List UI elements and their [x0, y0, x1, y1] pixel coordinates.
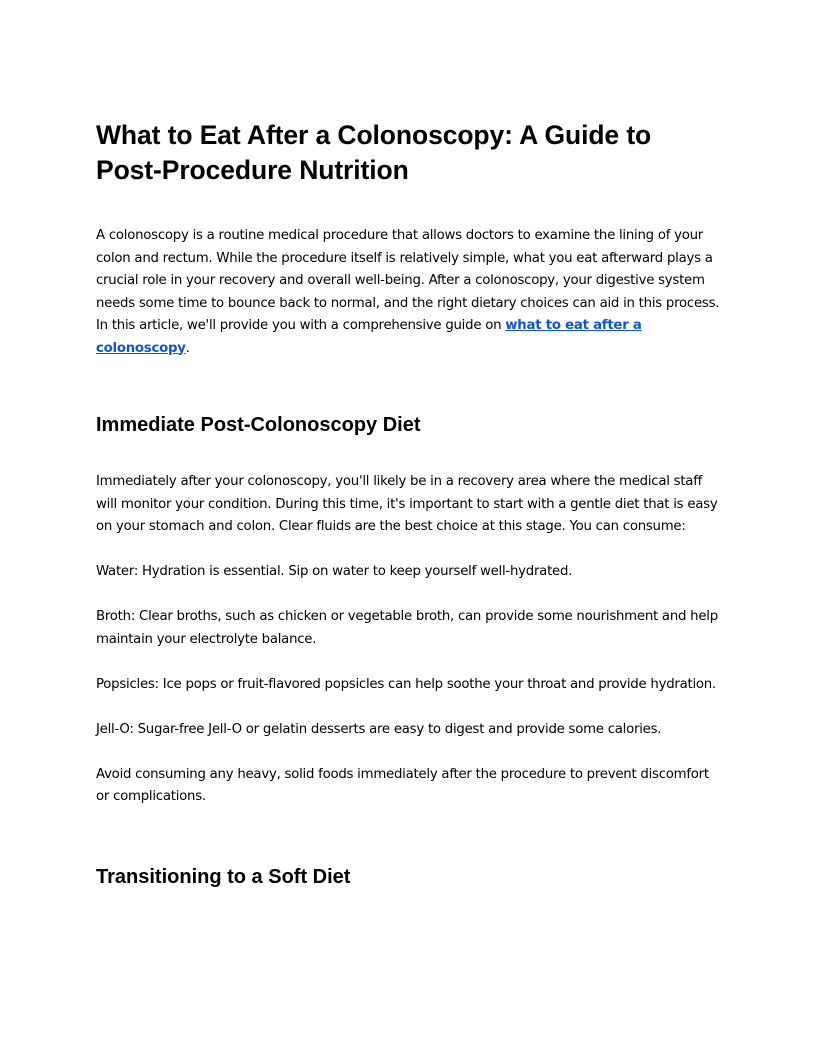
intro-paragraph — [96, 225, 720, 360]
section-heading-immediate-diet: Immediate Post-Colonoscopy Diet — [96, 414, 421, 436]
section-paragraph-intro: Immediately after your colonoscopy, you'll likely be in a recovery area where the medical staff will monitor your condition. During this time, it's important to start with a gentle diet that is easy on your stomach and colon. Clear fluids are the best choice at this stage. You can consume: — [96, 474, 718, 534]
article-title: What to Eat After a Colonoscopy: A Guide to Post-Procedure Nutrition — [96, 120, 652, 185]
section-paragraph-avoid: Avoid consuming any heavy, solid foods immediately after the procedure to prevent discomfort or complications. — [96, 766, 709, 804]
section-heading-soft-diet: Transitioning to a Soft Diet — [96, 865, 351, 888]
list-item-jello: Jell-O: Sugar-free Jell-O or gelatin desserts are easy to digest and provide some calories. — [96, 721, 662, 737]
list-item-broth: Broth: Clear broths, such as chicken or vegetable broth, can provide some nourishment and help maintain your electrolyte balance. — [96, 609, 718, 647]
list-item-popsicles: Popsicles: Ice pops or fruit-flavored popsicles can help soothe your throat and provide hydration. — [96, 676, 716, 692]
document-page — [96, 118, 720, 890]
list-item-water: Water: Hydration is essential. Sip on water to keep yourself well-hydrated. — [96, 564, 573, 579]
intro-text: A colonoscopy is a routine medical procedure that allows doctors to examine the lining of your colon and rectum. While the procedure itself is relatively simple, what you eat afterward plays a crucial role in your recovery and overall well-being. After a colonoscopy, your digestive system needs some time to bounce back to normal, and the right dietary choices can aid in this process. In this article, we'll provide you with a comprehensive guide on — [96, 228, 720, 333]
intro-text-end: . — [185, 340, 190, 356]
article-link[interactable]: what to eat after a colonoscopy — [96, 318, 642, 356]
